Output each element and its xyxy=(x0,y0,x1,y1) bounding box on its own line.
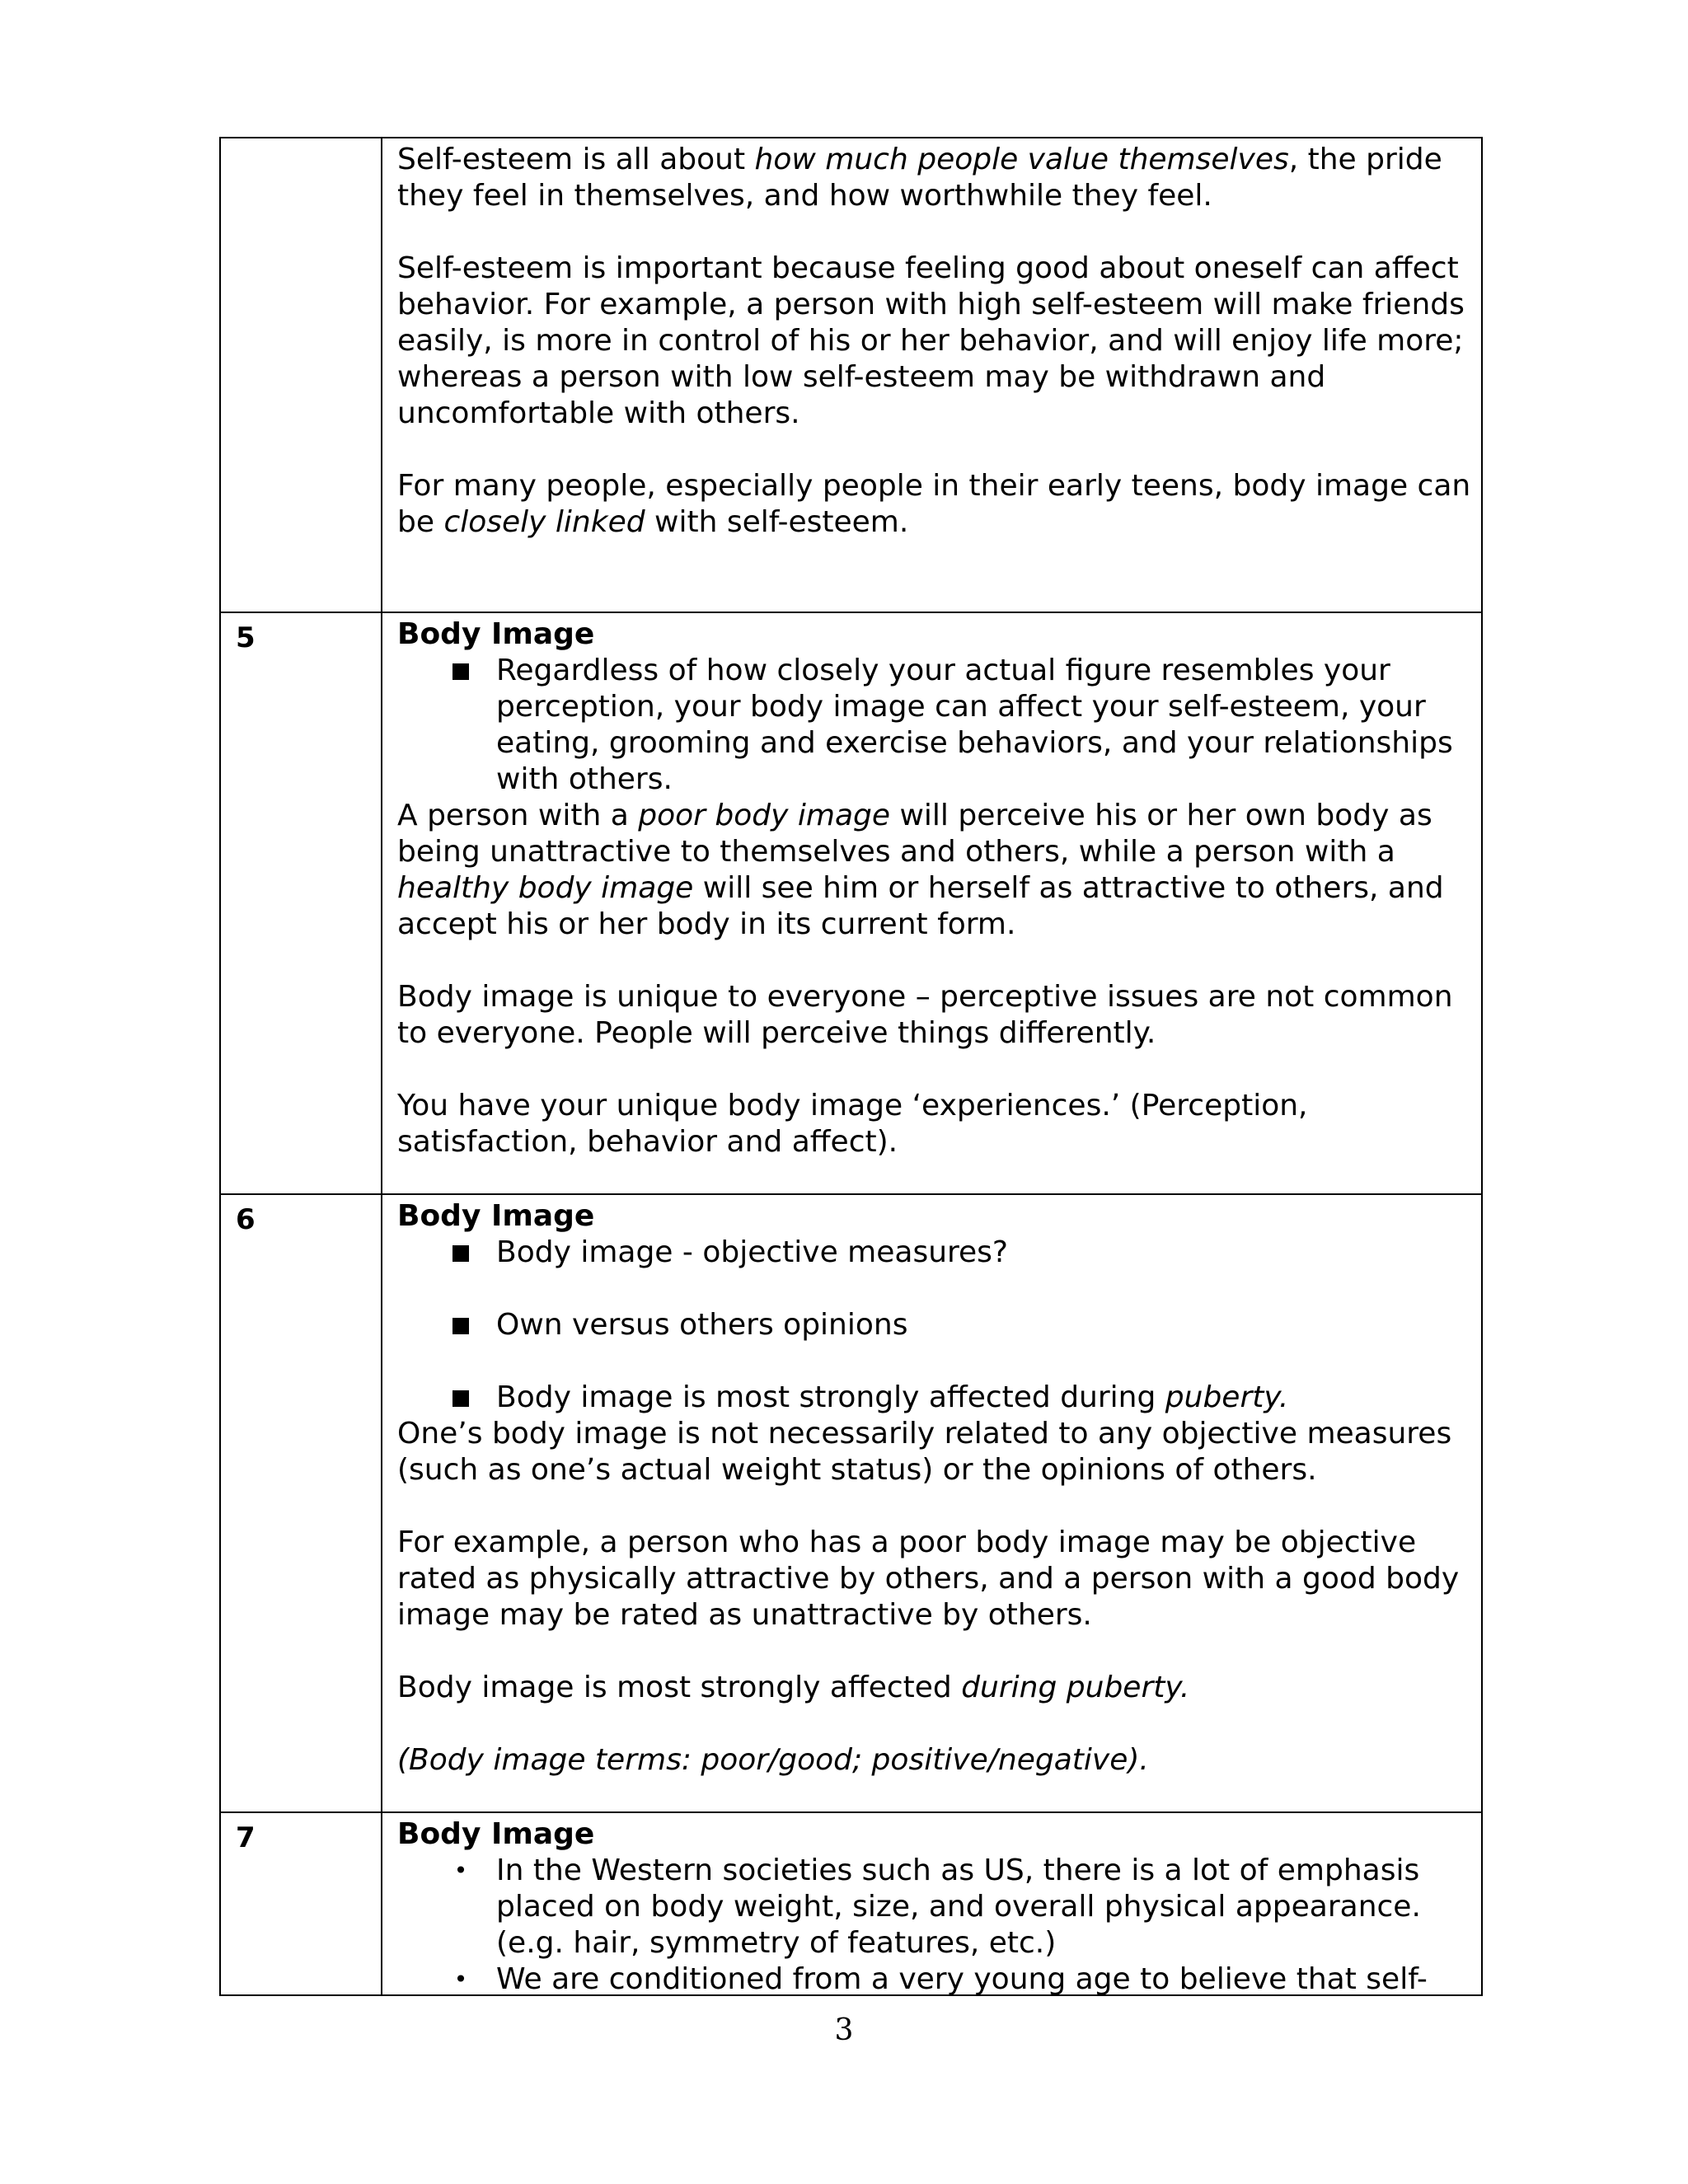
row-content-cell xyxy=(382,1812,1482,1995)
content-table xyxy=(219,137,1483,1996)
row-content-cell xyxy=(382,612,1482,1194)
square-bullet-icon xyxy=(448,1307,473,1343)
paragraph: For many people, especially people in their early teens, body image can be closely linked with self-esteem. xyxy=(397,469,1471,539)
round-bullet-icon: • xyxy=(453,1966,468,1993)
paragraph: Body image is most strongly affected during puberty. xyxy=(397,1671,1190,1704)
square-bullet-icon xyxy=(448,653,473,689)
list-item: • In the Western societies such as US, there is a lot of emphasis placed on body weight, size, and overall physical appearance. (e.g. hair, symmetry of features, etc.) xyxy=(397,1853,1473,1961)
section-heading: Body Image xyxy=(397,1817,595,1851)
row-number-cell xyxy=(220,138,382,612)
section-heading: Body Image xyxy=(397,617,595,651)
row-number-cell: 5 xyxy=(220,612,382,1194)
paragraph: One’s body image is not necessarily related to any objective measures (such as one’s actual weight status) or the opinions of others. xyxy=(397,1417,1452,1487)
table-row xyxy=(220,1812,1482,1995)
list-item: Body image is most strongly affected during puberty. xyxy=(397,1380,1473,1416)
row-number-cell: 7 xyxy=(220,1812,382,1995)
table-row xyxy=(220,1194,1482,1812)
bullet-list xyxy=(397,1235,1473,1416)
paragraph: Self-esteem is all about how much people value themselves, the pride they feel in themselves, and how worthwhile they feel. xyxy=(397,143,1442,213)
list-item: Regardless of how closely your actual figure resembles your perception, your body image can affect your self-esteem, your eating, grooming and exercise behaviors, and your relationships with others. xyxy=(397,653,1473,798)
list-item: Own versus others opinions xyxy=(397,1307,1473,1343)
paragraph: (Body image terms: poor/good; positive/negative). xyxy=(397,1743,1149,1777)
paragraph: For example, a person who has a poor body image may be objective rated as physically attractive by others, and a person with a good body image may be rated as unattractive by others. xyxy=(397,1526,1460,1632)
list-item: Body image - objective measures? xyxy=(397,1235,1473,1271)
table-row xyxy=(220,138,1482,612)
section-heading: Body Image xyxy=(397,1199,595,1233)
paragraph: Body image is unique to everyone – perceptive issues are not common to everyone. People will perceive things differently. xyxy=(397,980,1453,1050)
bullet-list xyxy=(397,653,1473,798)
square-bullet-icon xyxy=(448,1380,473,1416)
paragraph: You have your unique body image ‘experiences.’ (Perception, satisfaction, behavior and affect). xyxy=(397,1089,1308,1159)
round-bullet-icon: • xyxy=(453,1857,468,1884)
list-item: • We are conditioned from a very young age to believe that self- xyxy=(397,1961,1473,1994)
page-number: 3 xyxy=(834,2013,854,2047)
table-row xyxy=(220,612,1482,1194)
row-content-cell xyxy=(382,1194,1482,1812)
paragraph: Self-esteem is important because feeling good about oneself can affect behavior. For example, a person with high self-esteem will make friends easily, is more in control of his or her behavior, and will enjoy life more; whereas a person with low self-esteem may be withdrawn and uncomfortable with others. xyxy=(397,251,1465,430)
row-number-cell: 6 xyxy=(220,1194,382,1812)
bullet-list xyxy=(397,1853,1473,1994)
row-content-cell xyxy=(382,138,1482,612)
square-bullet-icon xyxy=(448,1235,473,1271)
paragraph: A person with a poor body image will perceive his or her own body as being unattractive to themselves and others, while a person with a healthy body image will see him or herself as attractive to others, and accept his or her body in its current form. xyxy=(397,799,1444,941)
